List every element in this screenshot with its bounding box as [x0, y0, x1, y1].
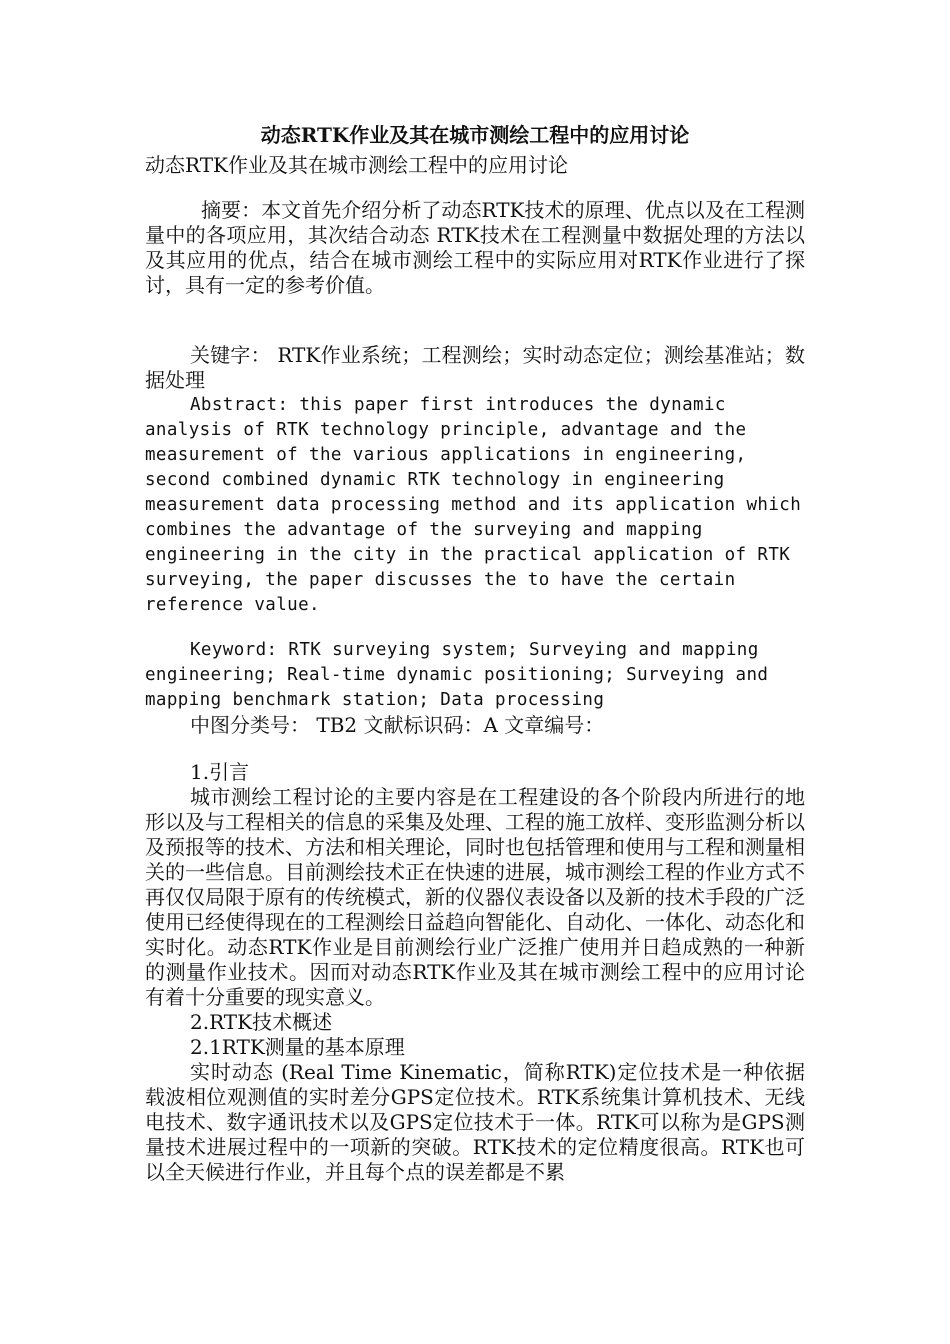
document-page	[145, 120, 805, 1185]
section-2-1-heading: 2.1RTK测量的基本原理	[190, 1035, 405, 1059]
section-2-heading: 2.RTK技术概述	[190, 1010, 333, 1034]
abstract-en: Abstract: this paper first introduces the dynamic analysis of RTK technology principle, advantage and the measurement of the various applications in engineering, second combined dynamic RTK technology in engineering measurement data processing method and its application which combines the advantage of the surveying and mapping engineering in the city in the practical application of RTK surveying, the paper discusses the to have the certain reference value.	[145, 395, 802, 615]
document-title: 动态RTK作业及其在城市测绘工程中的应用讨论	[260, 123, 690, 147]
spacer	[145, 618, 805, 638]
section-1-heading: 1.引言	[190, 760, 250, 784]
abstract-cn: 摘要：本文首先介绍分析了动态RTK技术的原理、优点以及在工程测量中的各项应用，其次结合动态 RTK技术在工程测量中数据处理的方法以及其应用的优点，结合在城市测绘工程中的实际应用对RTK作业进行了探讨，具有一定的参考价值。	[145, 198, 805, 297]
classification-line: 中图分类号： TB2 文献标识码：A 文章编号：	[190, 713, 605, 737]
spacer	[145, 178, 805, 198]
section-1-body: 城市测绘工程讨论的主要内容是在工程建设的各个阶段内所进行的地形以及与工程相关的信息的采集及处理、工程的施工放样、变形监测分析以及预报等的技术、方法和相关理论，同时也包括管理和使用与工程和测量相关的一些信息。目前测绘技术正在快速的进展，城市测绘工程的作业方式不再仅仅局限于原有的传统模式，新的仪器仪表设备以及新的技术手段的广泛使用已经使得现在的工程测绘日益趋向智能化、自动化、一体化、动态化和实时化。动态RTK作业是目前测绘行业广泛推广使用并日趋成熟的一种新的测量作业技术。因而对动态RTK作业及其在城市测绘工程中的应用讨论有着十分重要的现实意义。	[145, 785, 805, 1009]
keywords-en: Keyword: RTK surveying system; Surveying and mapping engineering; Real-time dynamic positioning; Surveying and mapping benchmark station; Data processing	[145, 640, 769, 710]
document-subtitle: 动态RTK作业及其在城市测绘工程中的应用讨论	[145, 153, 568, 177]
spacer	[145, 738, 805, 760]
section-2-1-body: 实时动态 (Real Time Kinematic，简称RTK)定位技术是一种依据载波相位观测值的实时差分GPS定位技术。RTK系统集计算机技术、无线电技术、数字通讯技术以及GPS定位技术于一体。RTK可以称为是GPS测量技术进展过程中的一项新的突破。RTK技术的定位精度很高。RTK也可以全天候进行作业，并且每个点的误差都是不累	[145, 1060, 805, 1184]
spacer	[145, 298, 805, 343]
keywords-cn: 关键字： RTK作业系统；工程测绘；实时动态定位；测绘基准站；数据处理	[145, 343, 805, 392]
